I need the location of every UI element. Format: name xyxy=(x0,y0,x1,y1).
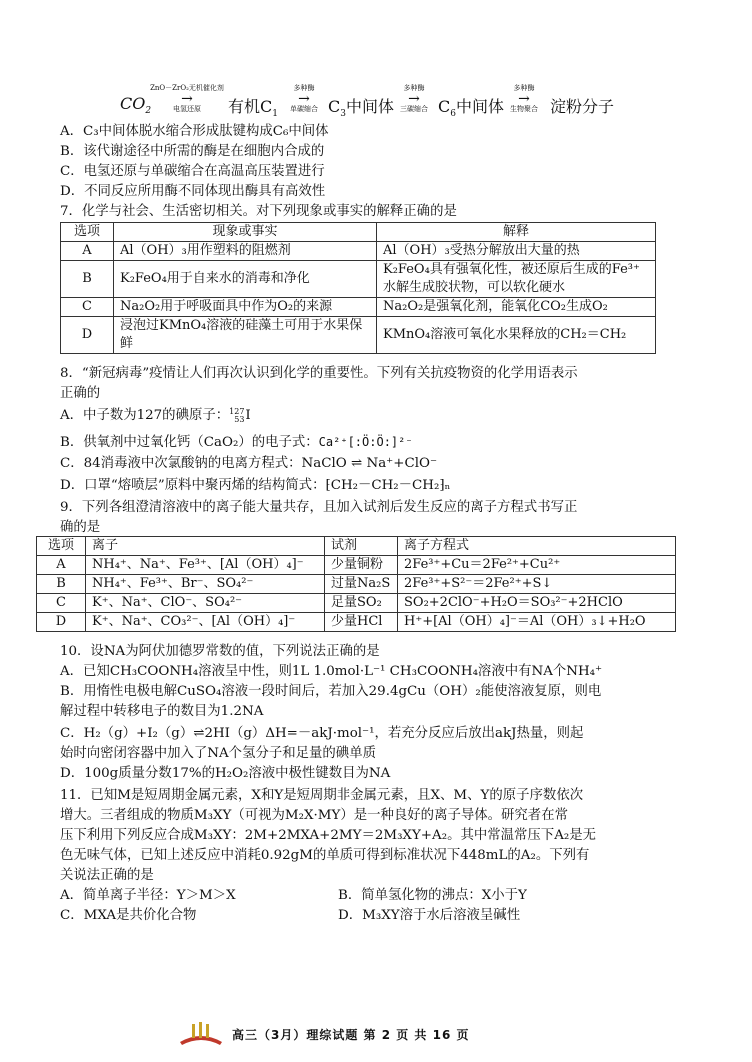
q11-option-c: C．MXA是共价化合物 xyxy=(60,908,197,923)
row-explain: K₂FeO₄具有强氧化性，被还原后生成的Fe³⁺水解生成胶状物，可以软化硬水 xyxy=(377,261,656,298)
q11-stem-line4: 色无味气体，已知上述反应中消耗0.92gM的单质可得到标准状况下448mL的A₂。下列有 xyxy=(60,848,590,863)
row-ions: NH₄⁺、Fe³⁺、Br⁻、SO₄²⁻ xyxy=(86,575,325,594)
c3-intermediate-label: $C_3$中间体 xyxy=(328,97,394,120)
table-row xyxy=(61,261,656,298)
row-reagent: 少量铜粉 xyxy=(325,556,398,575)
header-reagent: 试剂 xyxy=(325,537,398,556)
row-ions: NH₄⁺、Na⁺、Fe³⁺、[Al（OH）₄]⁻ xyxy=(86,556,325,575)
footer-text: 高三（3月）理综试题 第 2 页 共 16 页 xyxy=(232,1028,470,1042)
table-header-row xyxy=(61,223,656,242)
starch-label: 淀粉分子 xyxy=(550,97,615,116)
row-reagent: 过量Na₂S xyxy=(325,575,398,594)
q7-table xyxy=(60,222,656,354)
q9-stem-line1: 9．下列各组澄清溶液中的离子能大量共存，且加入试剂后发生反应的离子方程式书写正 xyxy=(60,500,578,515)
q10-stem: 10．设NA为阿伏加德罗常数的值，下列说法正确的是 xyxy=(60,644,380,659)
q6-option-d: D．不同反应所用酶不同体现出酶具有高效性 xyxy=(60,184,326,199)
row-reagent: 少量HCl xyxy=(325,613,398,632)
q7-stem: 7．化学与社会、生活密切相关。对下列现象或事实的解释正确的是 xyxy=(60,204,457,219)
q11-stem-line5: 关说法正确的是 xyxy=(60,868,154,883)
row-equation: H⁺+[Al（OH）₄]⁻＝Al（OH）₃↓+H₂O xyxy=(398,613,676,632)
q10-option-d: D．100g质量分数17%的H₂O₂溶液中极性键数目为NA xyxy=(60,766,391,781)
row-reagent: 足量SO₂ xyxy=(325,594,398,613)
c6-intermediate-label: $C_6$中间体 xyxy=(438,97,504,120)
header-explain: 解释 xyxy=(377,223,656,242)
q8-option-c: C．84消毒液中次氯酸钠的电离方程式：NaClO ⇌ Na⁺+ClO⁻ xyxy=(60,456,438,471)
page-footer xyxy=(176,1020,576,1046)
table-row xyxy=(37,594,676,613)
school-logo-icon xyxy=(176,1020,226,1046)
q6-option-c: C．电氢还原与单碳缩合在高温高压装置进行 xyxy=(60,164,325,179)
electron-formula: Ca²⁺[:Ö:Ö:]²⁻ xyxy=(318,435,413,449)
header-fact: 现象或事实 xyxy=(114,223,377,242)
q11-stem-line2: 增大。三者组成的物质M₃XY（可视为M₂X·MY）是一种良好的离子导体。研究者在常 xyxy=(60,808,568,823)
q9-stem-line2: 确的是 xyxy=(60,520,101,535)
arrow-4: 多种酶 → 生物聚合 xyxy=(510,84,538,113)
header-option: 选项 xyxy=(61,223,114,242)
q10-option-a: A．已知CH₃COONH₄溶液呈中性，则1L 1.0mol·L⁻¹ CH₃COONH₄溶液中有NA个NH₄⁺ xyxy=(60,664,603,679)
row-option: A xyxy=(61,242,114,261)
q8-option-b: B．供氧剂中过氧化钙（CaO₂）的电子式：Ca²⁺[:Ö:Ö:]²⁻ xyxy=(60,435,413,450)
arrow-3: 多种酶 → 三碳缩合 xyxy=(400,84,428,113)
row-fact: Na₂O₂用于呼吸面具中作为O₂的来源 xyxy=(114,298,377,317)
iodine-isotope: 127 53 xyxy=(229,406,245,424)
q6-option-a: A．C₃中间体脱水缩合形成肽键构成C₆中间体 xyxy=(60,124,329,139)
table-header-row xyxy=(37,537,676,556)
table-row xyxy=(61,298,656,317)
row-option: B xyxy=(61,261,114,298)
q10-option-c-line2: 始时向密闭容器中加入了NA个氢分子和足量的碘单质 xyxy=(60,746,376,761)
table-row xyxy=(61,242,656,261)
q8-stem-line1: 8．“新冠病毒”疫情让人们再次认识到化学的重要性。下列有关抗疫物资的化学用语表示 xyxy=(60,366,578,381)
q8-stem-line2: 正确的 xyxy=(60,386,101,401)
row-fact: K₂FeO₄用于自来水的消毒和净化 xyxy=(114,261,377,298)
table-row xyxy=(37,556,676,575)
q11-option-b: B．简单氢化物的沸点：X小于Y xyxy=(338,888,527,903)
row-option: A xyxy=(37,556,86,575)
row-option: C xyxy=(61,298,114,317)
row-equation: SO₂+2ClO⁻+H₂O＝SO₃²⁻+2HClO xyxy=(398,594,676,613)
q11-option-a: A．简单离子半径：Y＞M＞X xyxy=(60,888,236,903)
row-fact: 浸泡过KMnO₄溶液的硅藻土可用于水果保鲜 xyxy=(114,317,377,354)
header-ions: 离子 xyxy=(86,537,325,556)
q10-option-c-line1: C．H₂（g）+I₂（g）⇌2HI（g）ΔH=－akJ·mol⁻¹，若充分反应后放出akJ热量，则起 xyxy=(60,726,584,741)
q6-option-b: B．该代谢途径中所需的酶是在细胞内合成的 xyxy=(60,144,325,159)
row-option: B xyxy=(37,575,86,594)
co2-label: $CO_2$ xyxy=(120,94,152,117)
row-equation: 2Fe³⁺+Cu＝2Fe²⁺+Cu²⁺ xyxy=(398,556,676,575)
row-explain: Na₂O₂是强氧化剂，能氧化CO₂生成O₂ xyxy=(377,298,656,317)
q8-option-d: D．口罩“熔喷层”原料中聚丙烯的结构简式：⁅CH₂－CH₂－CH₂⁆ₙ xyxy=(60,478,451,493)
row-equation: 2Fe³⁺+S²⁻＝2Fe²⁺+S↓ xyxy=(398,575,676,594)
header-option: 选项 xyxy=(37,537,86,556)
polypropylene-formula: ⁅CH₂－CH₂－CH₂⁆ₙ xyxy=(325,478,451,493)
row-option: C xyxy=(37,594,86,613)
q11-stem-line1: 11．已知M是短周期金属元素，X和Y是短周期非金属元素，且X、M、Y的原子序数依次 xyxy=(60,788,584,803)
reaction-scheme xyxy=(120,84,640,124)
row-fact: Al（OH）₃用作塑料的阻燃剂 xyxy=(114,242,377,261)
q10-option-b-line2: 解过程中转移电子的数目为1.2NA xyxy=(60,704,264,719)
table-row xyxy=(61,317,656,354)
row-explain: KMnO₄溶液可氧化水果释放的CH₂＝CH₂ xyxy=(377,317,656,354)
q10-option-b-line1: B．用惰性电极电解CuSO₄溶液一段时间后，若加入29.4gCu（OH）₂能使溶液复原，则电 xyxy=(60,684,602,699)
row-option: D xyxy=(61,317,114,354)
row-ions: K⁺、Na⁺、ClO⁻、SO₄²⁻ xyxy=(86,594,325,613)
q9-table xyxy=(36,536,676,632)
arrow-2: 多种酶 → 单碳缩合 xyxy=(290,84,318,113)
organic-c1-label: 有机$C_1$ xyxy=(228,97,278,120)
arrow-1: ZnO－ZrO₂无机催化剂 → 电氢还原 xyxy=(150,84,224,113)
row-option: D xyxy=(37,613,86,632)
header-equation: 离子方程式 xyxy=(398,537,676,556)
q11-stem-line3: 压下利用下列反应合成M₃XY：2M+2MXA+2MY＝2M₃XY+A₂。其中常温常压下A₂是无 xyxy=(60,828,597,843)
q11-option-d: D．M₃XY溶于水后溶液呈碱性 xyxy=(338,908,521,923)
row-explain: Al（OH）₃受热分解放出大量的热 xyxy=(377,242,656,261)
row-ions: K⁺、Na⁺、CO₃²⁻、[Al（OH）₄]⁻ xyxy=(86,613,325,632)
table-row xyxy=(37,575,676,594)
q8-option-a: A．中子数为127的碘原子：127 53I xyxy=(60,406,251,424)
table-row xyxy=(37,613,676,632)
